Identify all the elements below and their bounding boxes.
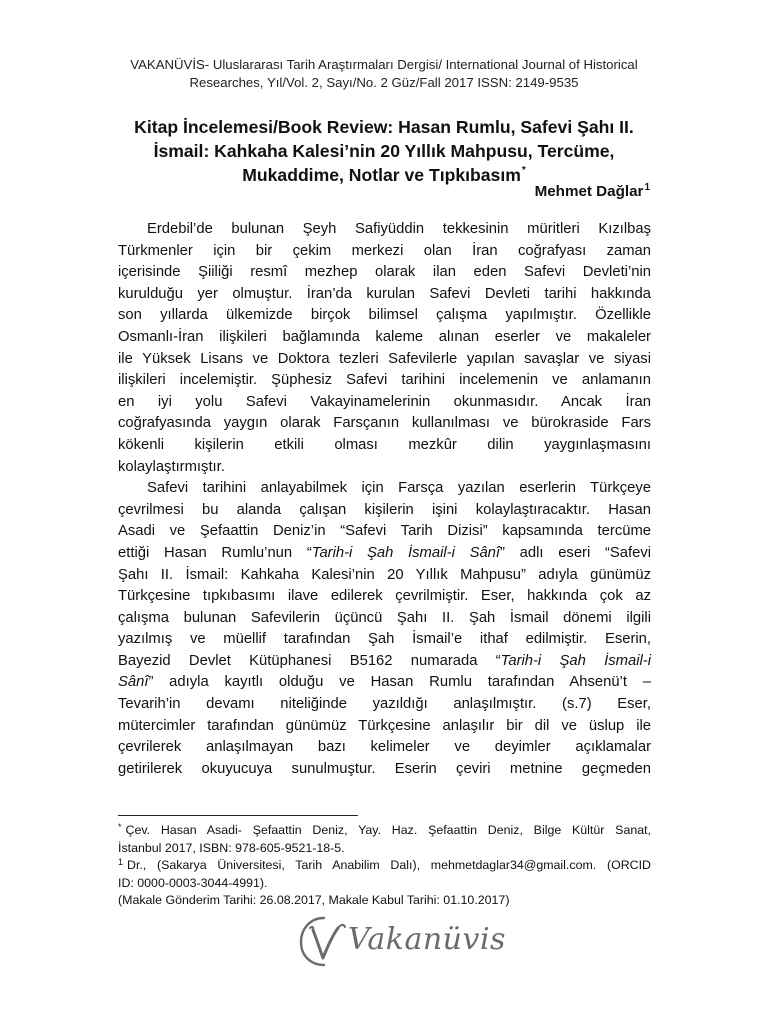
body-line: Safevi tarihini anlayabilmek için Farsça yazılan eserlerin Türkçeye: [147, 480, 651, 497]
body-line: kolaylaştırmıştır.: [118, 458, 225, 475]
paragraph-1: [118, 219, 651, 478]
footnote-2-mark: 1: [118, 857, 124, 867]
logo-wordmark: Vakanüvis: [348, 922, 506, 957]
body-line: ilişkileri incelemiştir. Şüphesiz Safevi tarihini incelemenin ve anlamanın: [118, 372, 651, 389]
body-line: çalışma bulunan Safevilerin üçüncü Şahı II. Şah İsmail dönemi ilgili: [118, 609, 651, 626]
footnote-1-mark: *: [118, 822, 122, 832]
title-footnote-mark: *: [521, 165, 526, 176]
body-line: [118, 543, 651, 565]
journal-header: [100, 56, 668, 92]
footnote-1-line1: [118, 822, 651, 840]
title-line3-text: Mukaddime, Notlar ve Tıpkıbasım: [242, 165, 521, 185]
book-title-italic: Sânî: [118, 674, 149, 691]
title-line1: Kitap İncelemesi/Book Review: Hasan Rumlu, Safevi Şahı II.: [134, 117, 634, 137]
book-title-italic: Tarih-i Şah İsmail-i Sânî: [311, 544, 501, 561]
body-line: Asadi ve Şefaattin Deniz’in “Safevi Tarih Dizisi” kapsamında tercüme: [118, 523, 651, 540]
body-line: Türkçesine tıpkıbasımı ilave edilerek çevrilmiştir. Eser, hakkında çok az: [118, 588, 651, 605]
footnote-2-line2: ID: 0000-0003-3044-4991).: [118, 875, 268, 890]
paragraph-2: [118, 478, 651, 780]
article-title: [110, 115, 658, 187]
title-line2: İsmail: Kahkaha Kalesi’nin 20 Yıllık Mahpusu, Tercüme,: [153, 141, 615, 161]
vakanuvis-logo: [296, 914, 506, 968]
footnote-2-text: Dr., (Sakarya Üniversitesi, Tarih Anabilim Dalı), mehmetdaglar34@gmail.com. (ORCID: [127, 858, 651, 872]
author-name: [535, 182, 650, 202]
body-line: Türkmenler için bir çekim merkezi olan İran coğrafyası zaman: [118, 242, 651, 259]
body-line: son yıllarda ülkemizde birçok bilimsel çalışma yapılmıştır. Özellikle: [118, 307, 651, 324]
journal-header-line2: Researches, Yıl/Vol. 2, Sayı/No. 2 Güz/Fall 2017 ISSN: 2149-9535: [189, 75, 579, 90]
vakanuvis-v-emblem-icon: [296, 914, 352, 968]
body-line: [118, 651, 651, 673]
body-line: [118, 672, 651, 694]
body-line: kökenli kişilerin etkili olması mezkûr dilin yaygınlaşmasını: [118, 436, 651, 453]
author-footnote-mark: 1: [644, 182, 650, 193]
submission-dates: (Makale Gönderim Tarihi: 26.08.2017, Makale Kabul Tarihi: 01.10.2017): [118, 893, 510, 907]
body-line: en iyi yolu Safevi Vakayinamelerinin okunmasıdır. Ancak İran: [118, 393, 651, 410]
body-fragment: ” adıyla kayıtlı olduğu ve Hasan Rumlu tarafından Ahsenü’t –: [148, 674, 651, 691]
body-line: Şahı II. İsmail: Kahkaha Kalesi’nin 20 Yıllık Mahpusu” adıyla günümüz: [118, 566, 651, 583]
footnote-separator: [118, 815, 358, 816]
book-title-italic: Tarih-i Şah İsmail-i: [500, 652, 651, 669]
footnote-1-text: Çev. Hasan Asadi- Şefaattin Deniz, Yay. Haz. Şefaattin Deniz, Bilge Kültür Sanat,: [125, 823, 651, 837]
body-line: Erdebil’de bulunan Şeyh Safiyüddin tekkesinin müritleri Kızılbaş: [147, 221, 651, 237]
footnote-1-line2: İstanbul 2017, ISBN: 978-605-9521-18-5.: [118, 840, 345, 855]
body-fragment: Bayezid Devlet Kütüphanesi B5162 numarada “: [118, 652, 501, 669]
body-line: çevrilmesi bu alanda çalışan kişilerin işini kolaylaştıracaktır. Hasan: [118, 501, 651, 518]
body-line: Tevarih’in devamı niteliğinde yazıldığı anlaşılmıştır. (s.7) Eser,: [118, 696, 651, 713]
body-line: kurulduğu yer olmuştur. İran’da kurulan Safevi Devleti tarihi hakkında: [118, 285, 651, 302]
body-fragment: ettiği Hasan Rumlu’nun “: [118, 544, 312, 561]
journal-header-line1: VAKANÜVİS- Uluslararası Tarih Araştırmaları Dergisi/ International Journal of Historical: [130, 57, 638, 72]
author-name-text: Mehmet Dağlar: [534, 183, 644, 200]
body-line: içerisinde Şiiliği resmî mezhep olarak ilan eden Safevi Devleti’nin: [118, 264, 651, 281]
article-body: [118, 219, 651, 780]
body-line: getirilerek okuyucuya sunulmuştur. Eserin çeviri metnine geçmeden: [118, 760, 651, 777]
body-line: yazılmış ve müellif tarafından Şah İsmail’e ithaf edilmiştir. Eserin,: [118, 631, 651, 648]
body-line: ile Yüksek Lisans ve Doktora tezleri Safevilerle yapılan savaşlar ve siyasi: [118, 350, 651, 367]
body-fragment: ” adlı eseri “Safevi: [500, 544, 652, 561]
body-line: çevrilerek anlaşılmayan bazı kelimeler ve deyimler açıklamalar: [118, 739, 651, 756]
body-line: Osmanlı-İran ilişkileri bağlamında kaleme alınan eserler ve makaleler: [118, 328, 651, 345]
body-line: coğrafyasında yaygın olarak Farsçanın kullanılması ve bürokraside Fars: [118, 415, 651, 432]
footnote-2-line1: [118, 857, 651, 875]
body-line: mütercimler tarafından günümüz Türkçesine anlaşılır bir dil ve üslup ile: [118, 717, 651, 734]
footnotes: [118, 822, 651, 910]
